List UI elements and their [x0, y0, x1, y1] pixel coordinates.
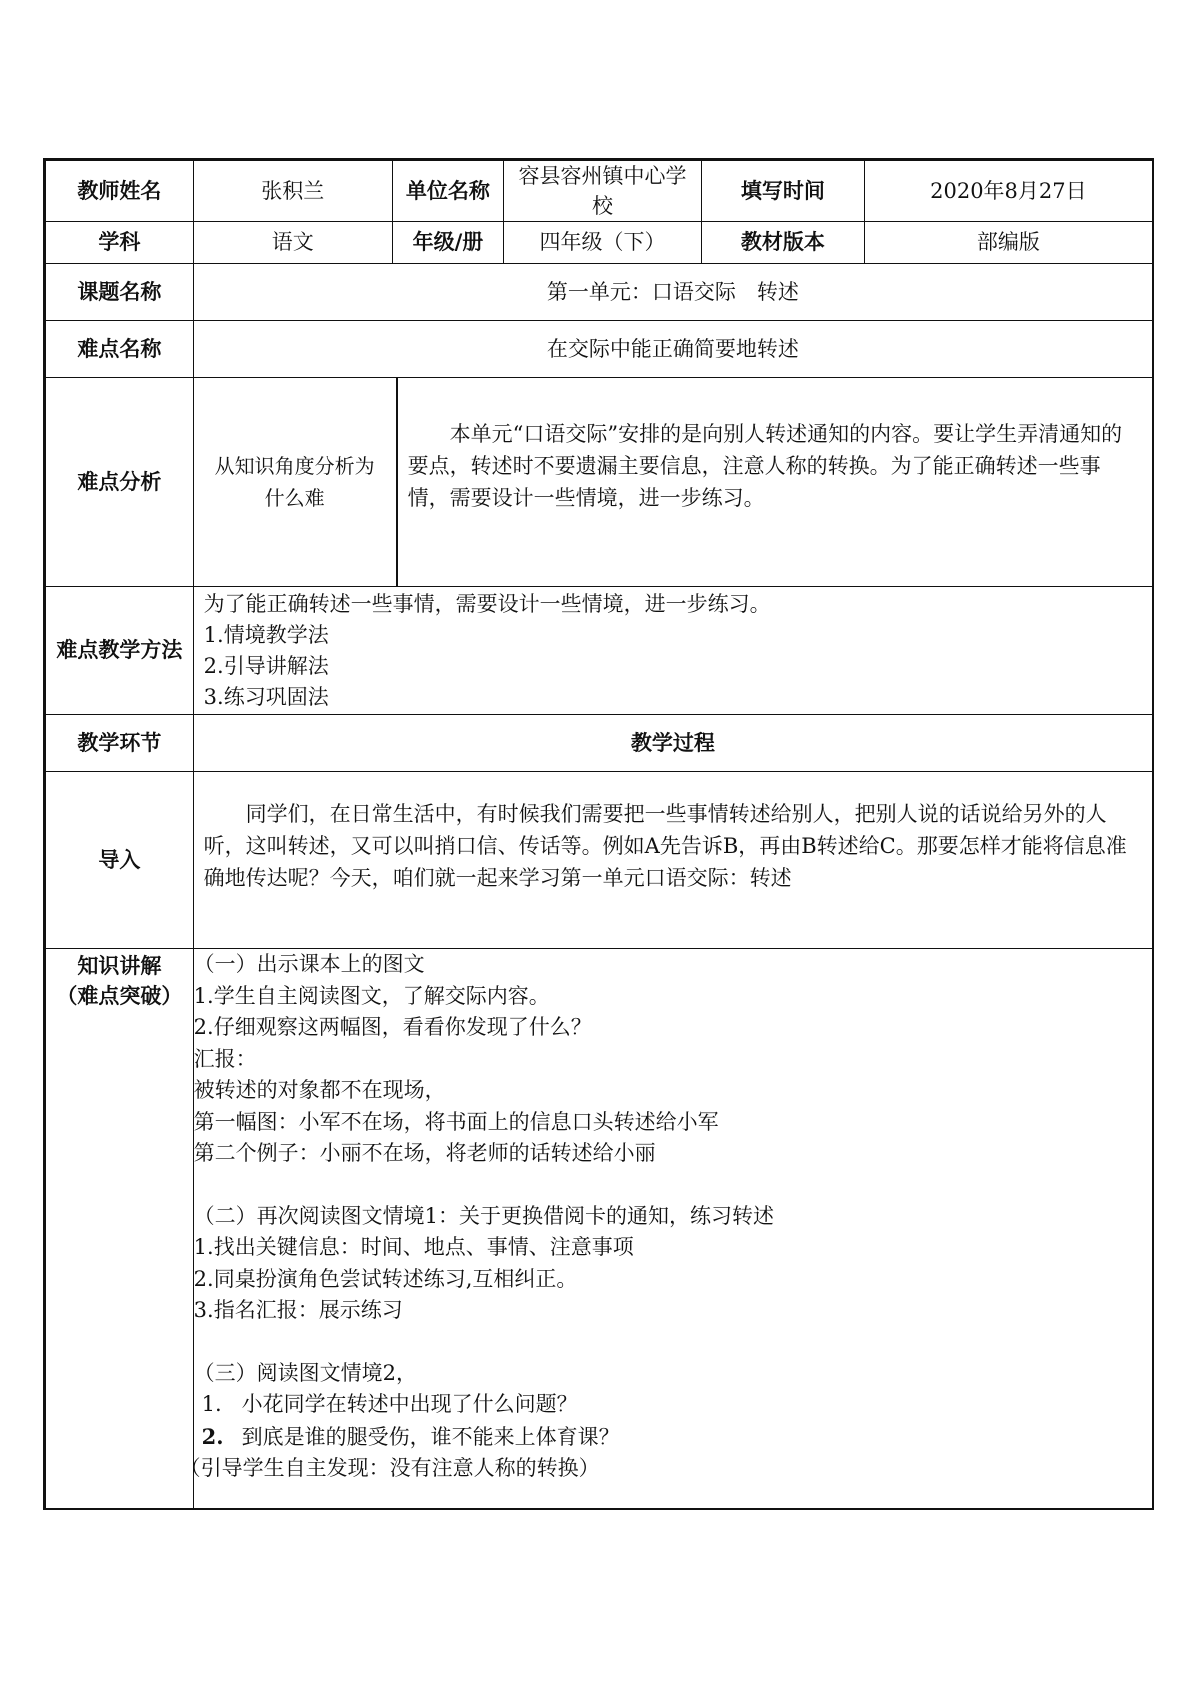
analysis-text: 本单元“口语交际”安排的是向别人转述通知的内容。要让学生弄清通知的要点，转述时不要遗漏主要信息，注意人称的转换。为了能正确转述一些事情，需要设计一些情境，进一步练习。 [407, 422, 1123, 510]
knowledge-label [45, 949, 194, 1509]
knowledge-line: 汇报： [193, 1046, 257, 1071]
method-line: 2.引导讲解法 [203, 653, 329, 678]
difficulty-value: 在交际中能正确简要地转述 [193, 321, 1153, 378]
knowledge-line: 3.指名汇报：展示练习 [193, 1298, 403, 1322]
knowledge-line: 被转述的对象都不在现场， [193, 1078, 446, 1102]
unit-name-value: 容县容州镇中心学校 [503, 160, 701, 222]
knowledge-cell [179, 949, 1153, 1509]
knowledge-line: 2.同桌扮演角色尝试转述练习,互相纠正。 [193, 1266, 578, 1291]
difficulty-label: 难点名称 [45, 321, 194, 378]
row-subject-info [45, 222, 1154, 264]
process-value: 教学过程 [193, 715, 1153, 772]
analysis-label: 难点分析 [45, 378, 194, 587]
grade-label: 年级/册 [392, 222, 503, 264]
method-line: 为了能正确转述一些事情，需要设计一些情境，进一步练习。 [203, 591, 771, 616]
intro-label: 导入 [45, 772, 194, 949]
knowledge-line: 第二个例子：小丽不在场，将老师的话转述给小丽 [193, 1141, 656, 1165]
edition-label: 教材版本 [702, 222, 865, 264]
knowledge-numbered-item [194, 1389, 1152, 1421]
analysis-sub-label: 从知识角度分析为什么难 [194, 378, 398, 586]
row-method [45, 587, 1154, 715]
subject-label: 学科 [45, 222, 194, 264]
knowledge-line: （二）再次阅读图文情境1：关于更换借阅卡的通知，练习转述 [193, 1203, 775, 1228]
knowledge-line: 第一幅图：小军不在场，将书面上的信息口头转述给小军 [193, 1109, 719, 1134]
knowledge-line: 1.学生自主阅读图文，了解交际内容。 [193, 983, 550, 1008]
intro-text: 同学们，在日常生活中，有时候我们需要把一些事情转述给别人，把别人说的话说给另外的人听，这叫转述，又可以叫捎口信、传话等。例如A先告诉B，再由B转述给C。那要怎样才能将信息准确地传达呢？今天，咱们就一起来学习第一单元口语交际：转述 [203, 802, 1127, 890]
knowledge-line: 1.找出关键信息：时间、地点、事情、注意事项 [193, 1235, 634, 1259]
knowledge-numbered-item [194, 1421, 1152, 1454]
topic-value: 第一单元：口语交际 转述 [193, 264, 1153, 321]
knowledge-spacer [194, 1170, 1152, 1201]
grade-value: 四年级（下） [503, 222, 701, 264]
edition-value: 部编版 [864, 222, 1153, 264]
row-difficulty [45, 321, 1154, 378]
row-process-header [45, 715, 1154, 772]
item-text: 小花同学在转述中出现了什么问题？ [241, 1392, 578, 1416]
process-label: 教学环节 [45, 715, 194, 772]
row-topic [45, 264, 1154, 321]
teacher-name-label: 教师姓名 [45, 160, 194, 222]
method-label: 难点教学方法 [45, 587, 194, 715]
teacher-name-value: 张积兰 [193, 160, 392, 222]
lesson-plan-table [43, 158, 1154, 1510]
row-analysis [45, 378, 1154, 587]
topic-label: 课题名称 [45, 264, 194, 321]
unit-name-label: 单位名称 [392, 160, 503, 222]
method-line: 3.练习巩固法 [203, 684, 329, 709]
method-cell [193, 587, 1153, 715]
item-number: 2. [201, 1423, 224, 1449]
knowledge-line: （引导学生自主发现：没有注意人称的转换） [179, 1456, 600, 1480]
knowledge-line: （一）出示课本上的图文 [193, 952, 425, 976]
row-knowledge [45, 949, 1154, 1509]
fill-date-value: 2020年8月27日 [864, 160, 1153, 222]
knowledge-line: 2.仔细观察这两幅图，看看你发现了什么？ [193, 1015, 592, 1039]
item-text: 到底是谁的腿受伤，谁不能来上体育课？ [241, 1424, 620, 1449]
fill-date-label: 填写时间 [702, 160, 865, 222]
knowledge-label-line2: （难点突破） [56, 984, 183, 1008]
knowledge-spacer [194, 1327, 1152, 1358]
subject-value: 语文 [193, 222, 392, 264]
intro-cell [193, 772, 1153, 949]
analysis-inner [194, 378, 1152, 586]
knowledge-line: （三）阅读图文情境2， [193, 1360, 418, 1385]
row-teacher-info [45, 160, 1154, 222]
knowledge-label-line1: 知识讲解 [77, 954, 162, 978]
item-number: 1. [201, 1392, 222, 1416]
analysis-cell [193, 378, 1153, 587]
row-intro [45, 772, 1154, 949]
method-line: 1.情境教学法 [203, 622, 329, 647]
